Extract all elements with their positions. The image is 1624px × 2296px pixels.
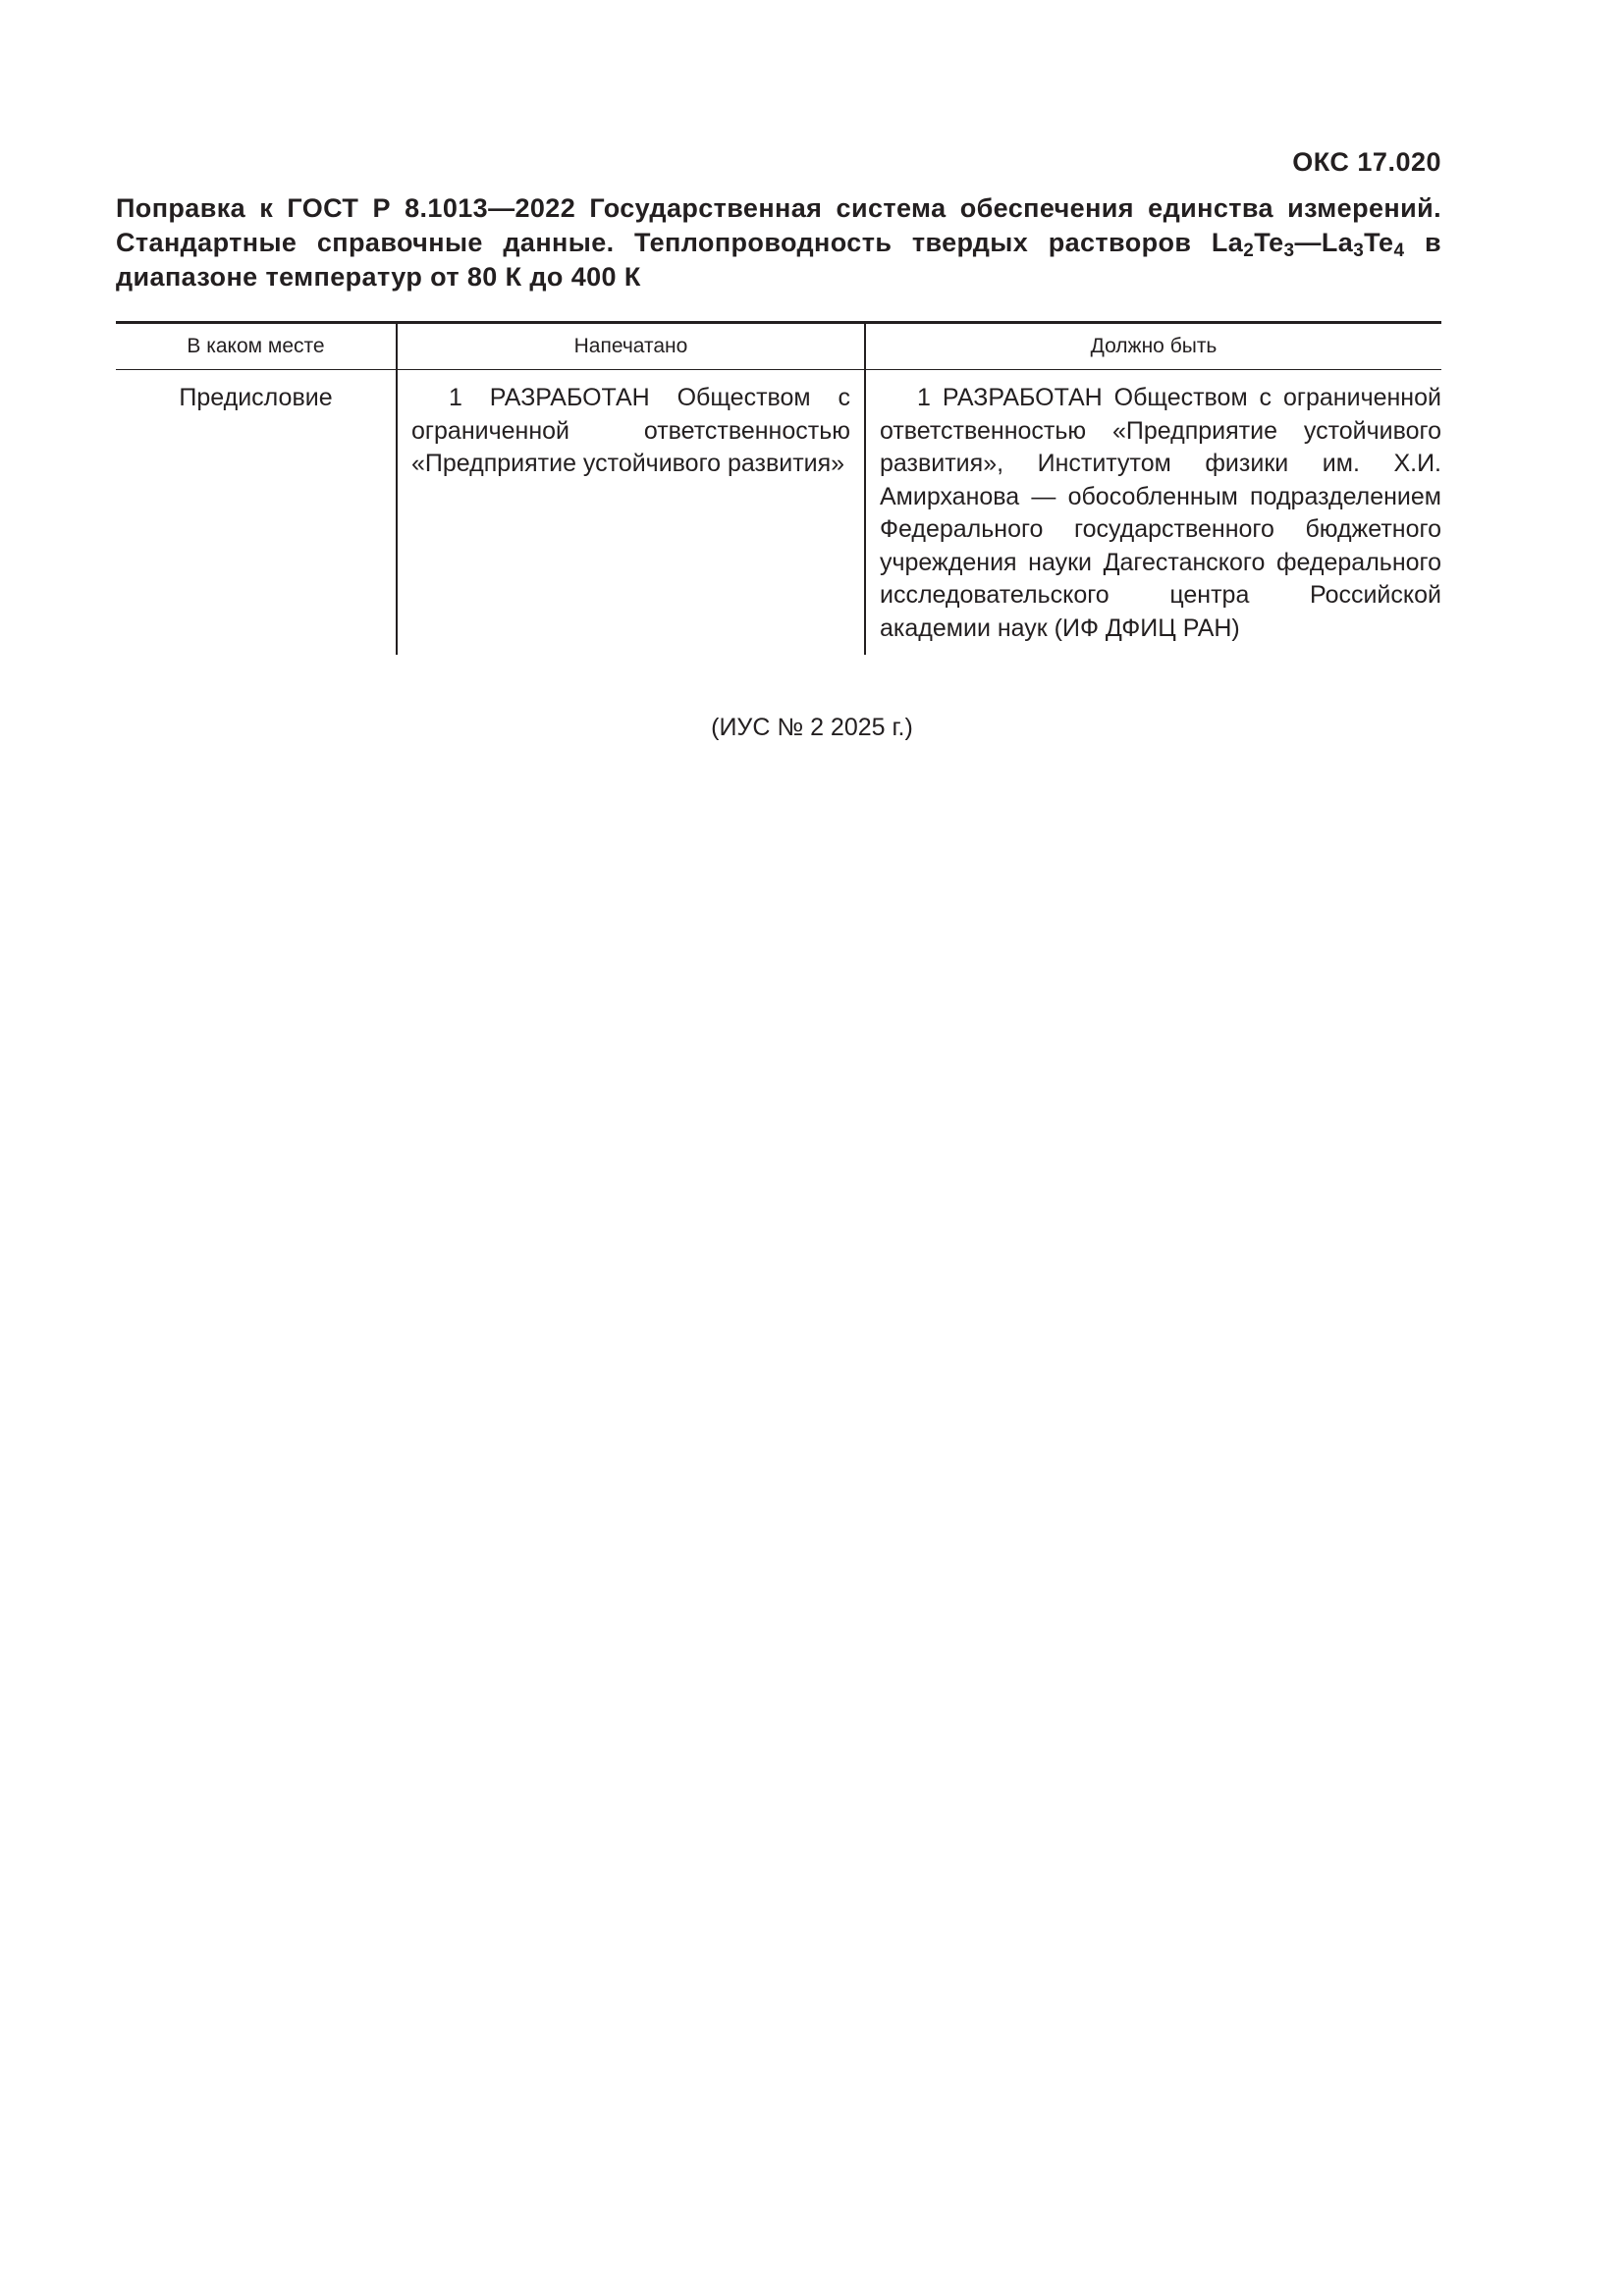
amendment-table [116,321,1441,655]
printed-text: 1 РАЗРАБОТАН Обществом с ограниченной ответственностью «Предприятие устойчивого развития» [411,384,850,477]
cell-printed [397,370,865,656]
title-text: —La [1294,228,1354,257]
table-row [116,370,1441,656]
issue-reference: (ИУС № 2 2025 г.) [711,714,913,741]
title-text: Te [1364,228,1394,257]
title-subscript: 3 [1353,240,1365,261]
amendment-title [116,191,1441,294]
title-text: Поправка к ГОСТ Р 8.1013—2022 Государственная система обеспечения единства измерений. Стандартные справочные данные. Теплопроводность твердых растворов La [116,193,1441,257]
cell-correct [865,370,1441,656]
classification-code: ОКС 17.020 [1292,147,1441,177]
column-header-correct: Должно быть [865,323,1441,370]
title-subscript: 4 [1393,240,1405,261]
column-header-printed: Напечатано [397,323,865,370]
title-subscript: 3 [1283,240,1295,261]
cell-place: Предисловие [179,384,333,411]
column-header-place: В каком месте [116,323,397,370]
title-text: Te [1254,228,1284,257]
correct-text: 1 РАЗРАБОТАН Обществом с ограниченной ответственностью «Предприятие устойчивого развития», Институтом физики им. Х.И. Амирханова — обособленным подразделением Федерального государственного бюджетного учреждения науки Дагестанского федерального исследовательского центра Российской академии наук (ИФ ДФИЦ РАН) [880,384,1441,642]
title-text: в диапазоне температур от 80 К до 400 К [116,228,1441,292]
title-subscript: 2 [1243,240,1255,261]
table-header-row [116,323,1441,370]
